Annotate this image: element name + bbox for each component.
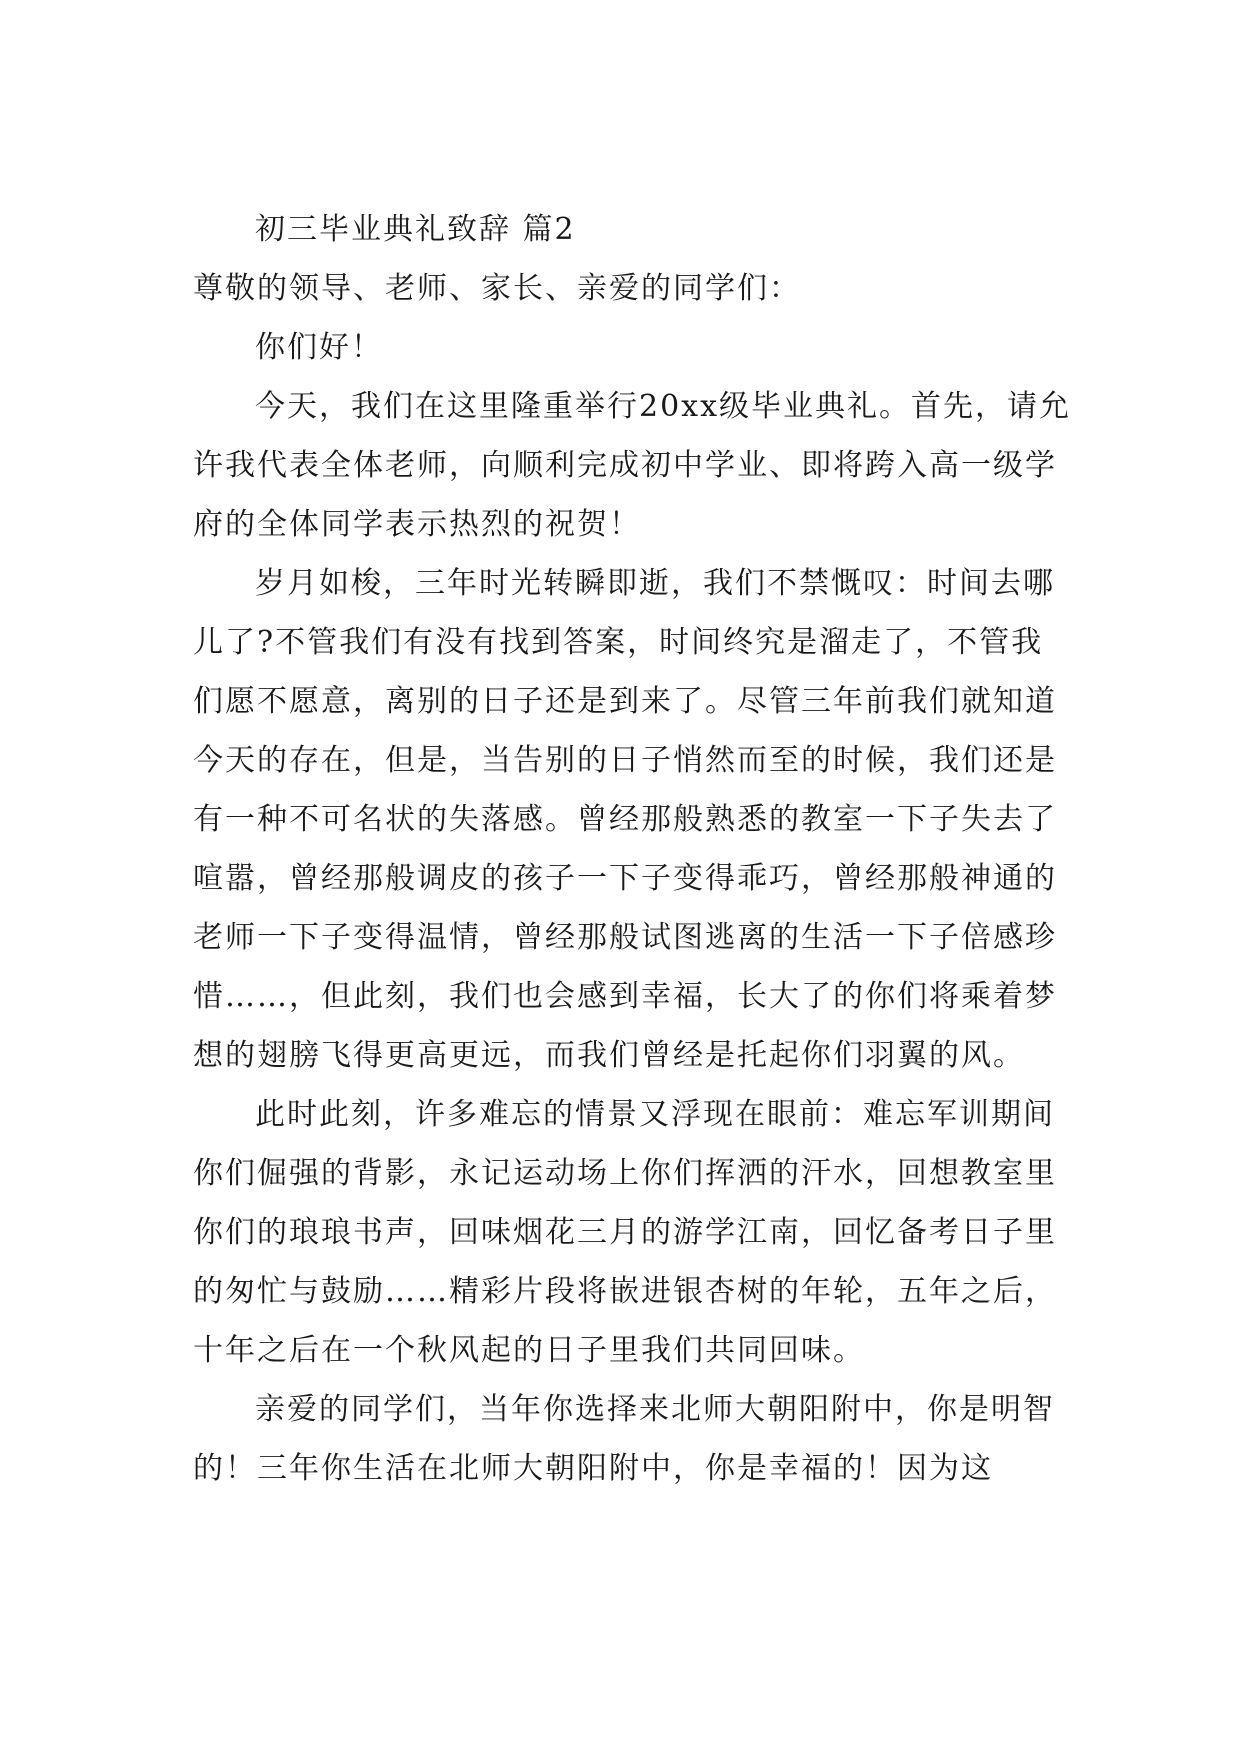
document-body — [193, 200, 1073, 1498]
paragraph-time-passing: 岁月如梭，三年时光转瞬即逝，我们不禁慨叹：时间去哪儿了?不管我们有没有找到答案，时间终究是溜走了，不管我们愿不愿意，离别的日子还是到来了。尽管三年前我们就知道今天的存在，但是，当告别的日子悄然而至的时候，我们还是有一种不可名状的失落感。曾经那般熟悉的教室一下子失去了喧嚣，曾经那般调皮的孩子一下子变得乖巧，曾经那般神通的老师一下子变得温情，曾经那般试图逃离的生活一下子倍感珍惜……，但此刻，我们也会感到幸福，长大了的你们将乘着梦想的翅膀飞得更高更远，而我们曾经是托起你们羽翼的风。 — [193, 566, 1057, 1073]
paragraph-memories: 此时此刻，许多难忘的情景又浮现在眼前：难忘军训期间你们倔强的背影，永记运动场上你们挥洒的汗水，回想教室里你们的琅琅书声，回味烟花三月的游学江南，回忆备考日子里的匆忙与鼓励……精彩片段将嵌进银杏树的年轮，五年之后，十年之后在一个秋风起的日子里我们共同回味。 — [193, 1097, 1057, 1368]
salutation: 尊敬的领导、老师、家长、亲爱的同学们： — [193, 271, 801, 306]
paragraph-greeting: 你们好！ — [255, 330, 383, 365]
paragraph-opening: 今天，我们在这里隆重举行20xx级毕业典礼。首先，请允许我代表全体老师，向顺利完成初中学业、即将跨入高一级学府的全体同学表示热烈的祝贺！ — [193, 389, 1072, 542]
document-heading: 初三毕业典礼致辞 篇2 — [255, 212, 576, 247]
paragraph-school-choice: 亲爱的同学们，当年你选择来北师大朝阳附中，你是明智的！三年你生活在北师大朝阳附中，你是幸福的！因为这 — [193, 1392, 1055, 1486]
